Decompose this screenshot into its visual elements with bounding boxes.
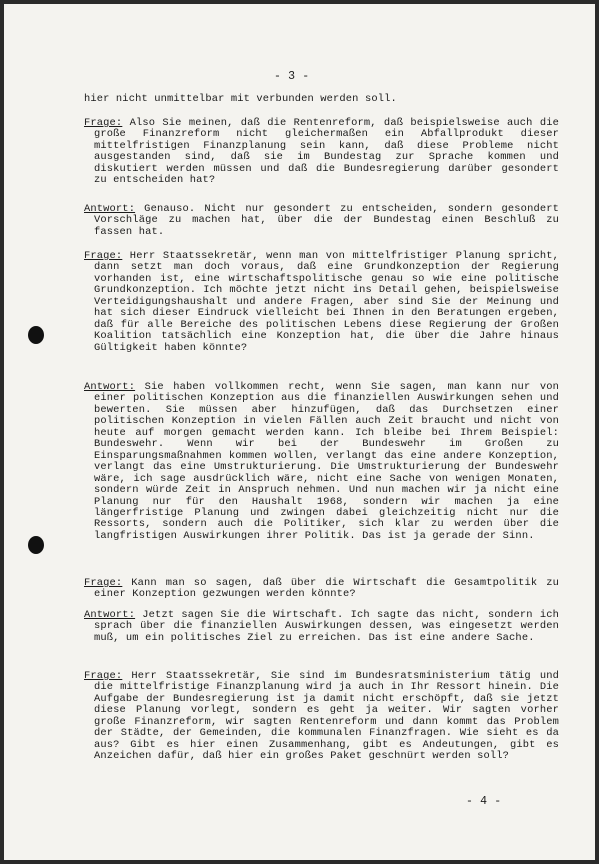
speaker-label: Frage:	[84, 250, 123, 262]
speaker-label: Antwort:	[84, 203, 136, 215]
next-page-marker: - 4 -	[466, 795, 502, 808]
speaker-label: Frage:	[84, 670, 123, 682]
continuation-line: hier nicht unmittelbar mit verbunden werden soll.	[84, 93, 397, 105]
answer-2	[84, 382, 559, 542]
answer-1	[84, 204, 559, 238]
speaker-label: Frage:	[84, 577, 123, 589]
speaker-label: Antwort:	[84, 381, 136, 393]
paragraph-text: Herr Staatssekretär, Sie sind im Bundesratsministerium tätig und die mittelfristige Finanzplanung wird ja auch in Ihr Ressort hinein. Die Aufgabe der Bundesregierung ist ja damit nicht erschöpft, daß sie jetzt diese Planung vorlegt, sondern es geht ja weiter. Wir sagten vorher große Finanzreform, wir sagten Rentenreform und dann kommt das Problem der Städte, der Gemeinden, die kommunalen Finanzfragen. Wie sieht es da aus? Gibt es hier einen Zusammenhang, gibt es Andeutungen, gibt es Anzeichen dafür, daß hier ein großes Paket geschnürt werden soll?	[94, 670, 559, 763]
paragraph-text: Sie haben vollkommen recht, wenn Sie sagen, man kann nur von einer politischen Konzeption aus die finanziellen Auswirkungen sehen und bewerten. Sie müssen aber hinzufügen, daß das Durchsetzen einer politischen Konzeption in vielen Fällen auch Zeit braucht und nicht von heute auf morgen gemacht werden kann. Ich bleibe bei Ihrem Beispiel: Bundeswehr. Wenn wir bei der Bundeswehr im Großen zu Einsparungsmaßnahmen kommen wollen, verlangt das eine andere Konzeption, verlangt das eine Umstrukturierung. Die Umstrukturierung der Bundeswehr wäre, ich sage ausdrücklich wäre, nicht eine Sache von wenigen Monaten, sondern würde Zeit in Anspruch nehmen. Und nun machen wir ja nicht eine Planung nur für den Haushalt 1968, sondern wir machen ja eine längerfristige Planung und zwingen dabei gleichzeitig nicht nur die Ressorts, sondern auch die Politiker, sich klar zu werden über die langfristigen Auswirkungen ihrer Politik. Das ist ja gerade der Sinn.	[94, 381, 559, 542]
page-number: - 3 -	[274, 70, 310, 83]
punch-hole-bottom	[28, 536, 44, 554]
question-4	[84, 671, 559, 763]
paragraph-text: Also Sie meinen, daß die Rentenreform, daß beispielsweise auch die große Finanzreform nicht gleichermaßen ein Abfallprodukt dieser mittelfristigen Finanzplanung sein kann, daß diese Probleme nicht ausgestanden sind, daß sie im Bundestag zur Sprache kommen und diskutiert werden müssen und daß die Bundesregierung darüber gesondert zu entscheiden hat?	[94, 117, 559, 187]
paragraph-text: Kann man so sagen, daß über die Wirtschaft die Gesamtpolitik zu einer Konzeption gezwungen werden könnte?	[94, 577, 559, 601]
paragraph-text: Genauso. Nicht nur gesondert zu entscheiden, sondern gesondert Vorschläge zu machen hat, über die der Bundestag einen Beschluß zu fassen hat.	[94, 203, 559, 238]
paragraph-text: Jetzt sagen Sie die Wirtschaft. Ich sagte das nicht, sondern ich sprach über die finanziellen Auswirkungen dessen, was eingesetzt werden muß, um ein politisches Ziel zu erreichen. Das ist eine andere Sache.	[94, 609, 559, 644]
question-3	[84, 578, 559, 601]
speaker-label: Frage:	[84, 117, 123, 129]
punch-hole-top	[28, 326, 44, 344]
question-1	[84, 118, 559, 187]
speaker-label: Antwort:	[84, 609, 136, 621]
document-page	[4, 4, 595, 860]
paragraph-text: Herr Staatssekretär, wenn man von mittelfristiger Planung spricht, dann setzt man doch voraus, daß eine Grundkonzeption der Regierung vorhanden ist, eine wirtschaftspolitische genau so wie eine politische Grundkonzeption. Ich möchte jetzt nicht ins Detail gehen, beispielsweise Verteidigungshaushalt und andere Fragen, aber sind Sie der Meinung und hat sich dieser Eindruck vielleicht bei Ihnen in den Beratungen ergeben, daß für alle Bereiche des politischen Lebens diese Regierung der Großen Koalition tatsächlich eine Konzeption hat, die über die Jahre hinaus Gültigkeit haben könnte?	[94, 250, 559, 354]
answer-3	[84, 610, 559, 644]
question-2	[84, 251, 559, 354]
